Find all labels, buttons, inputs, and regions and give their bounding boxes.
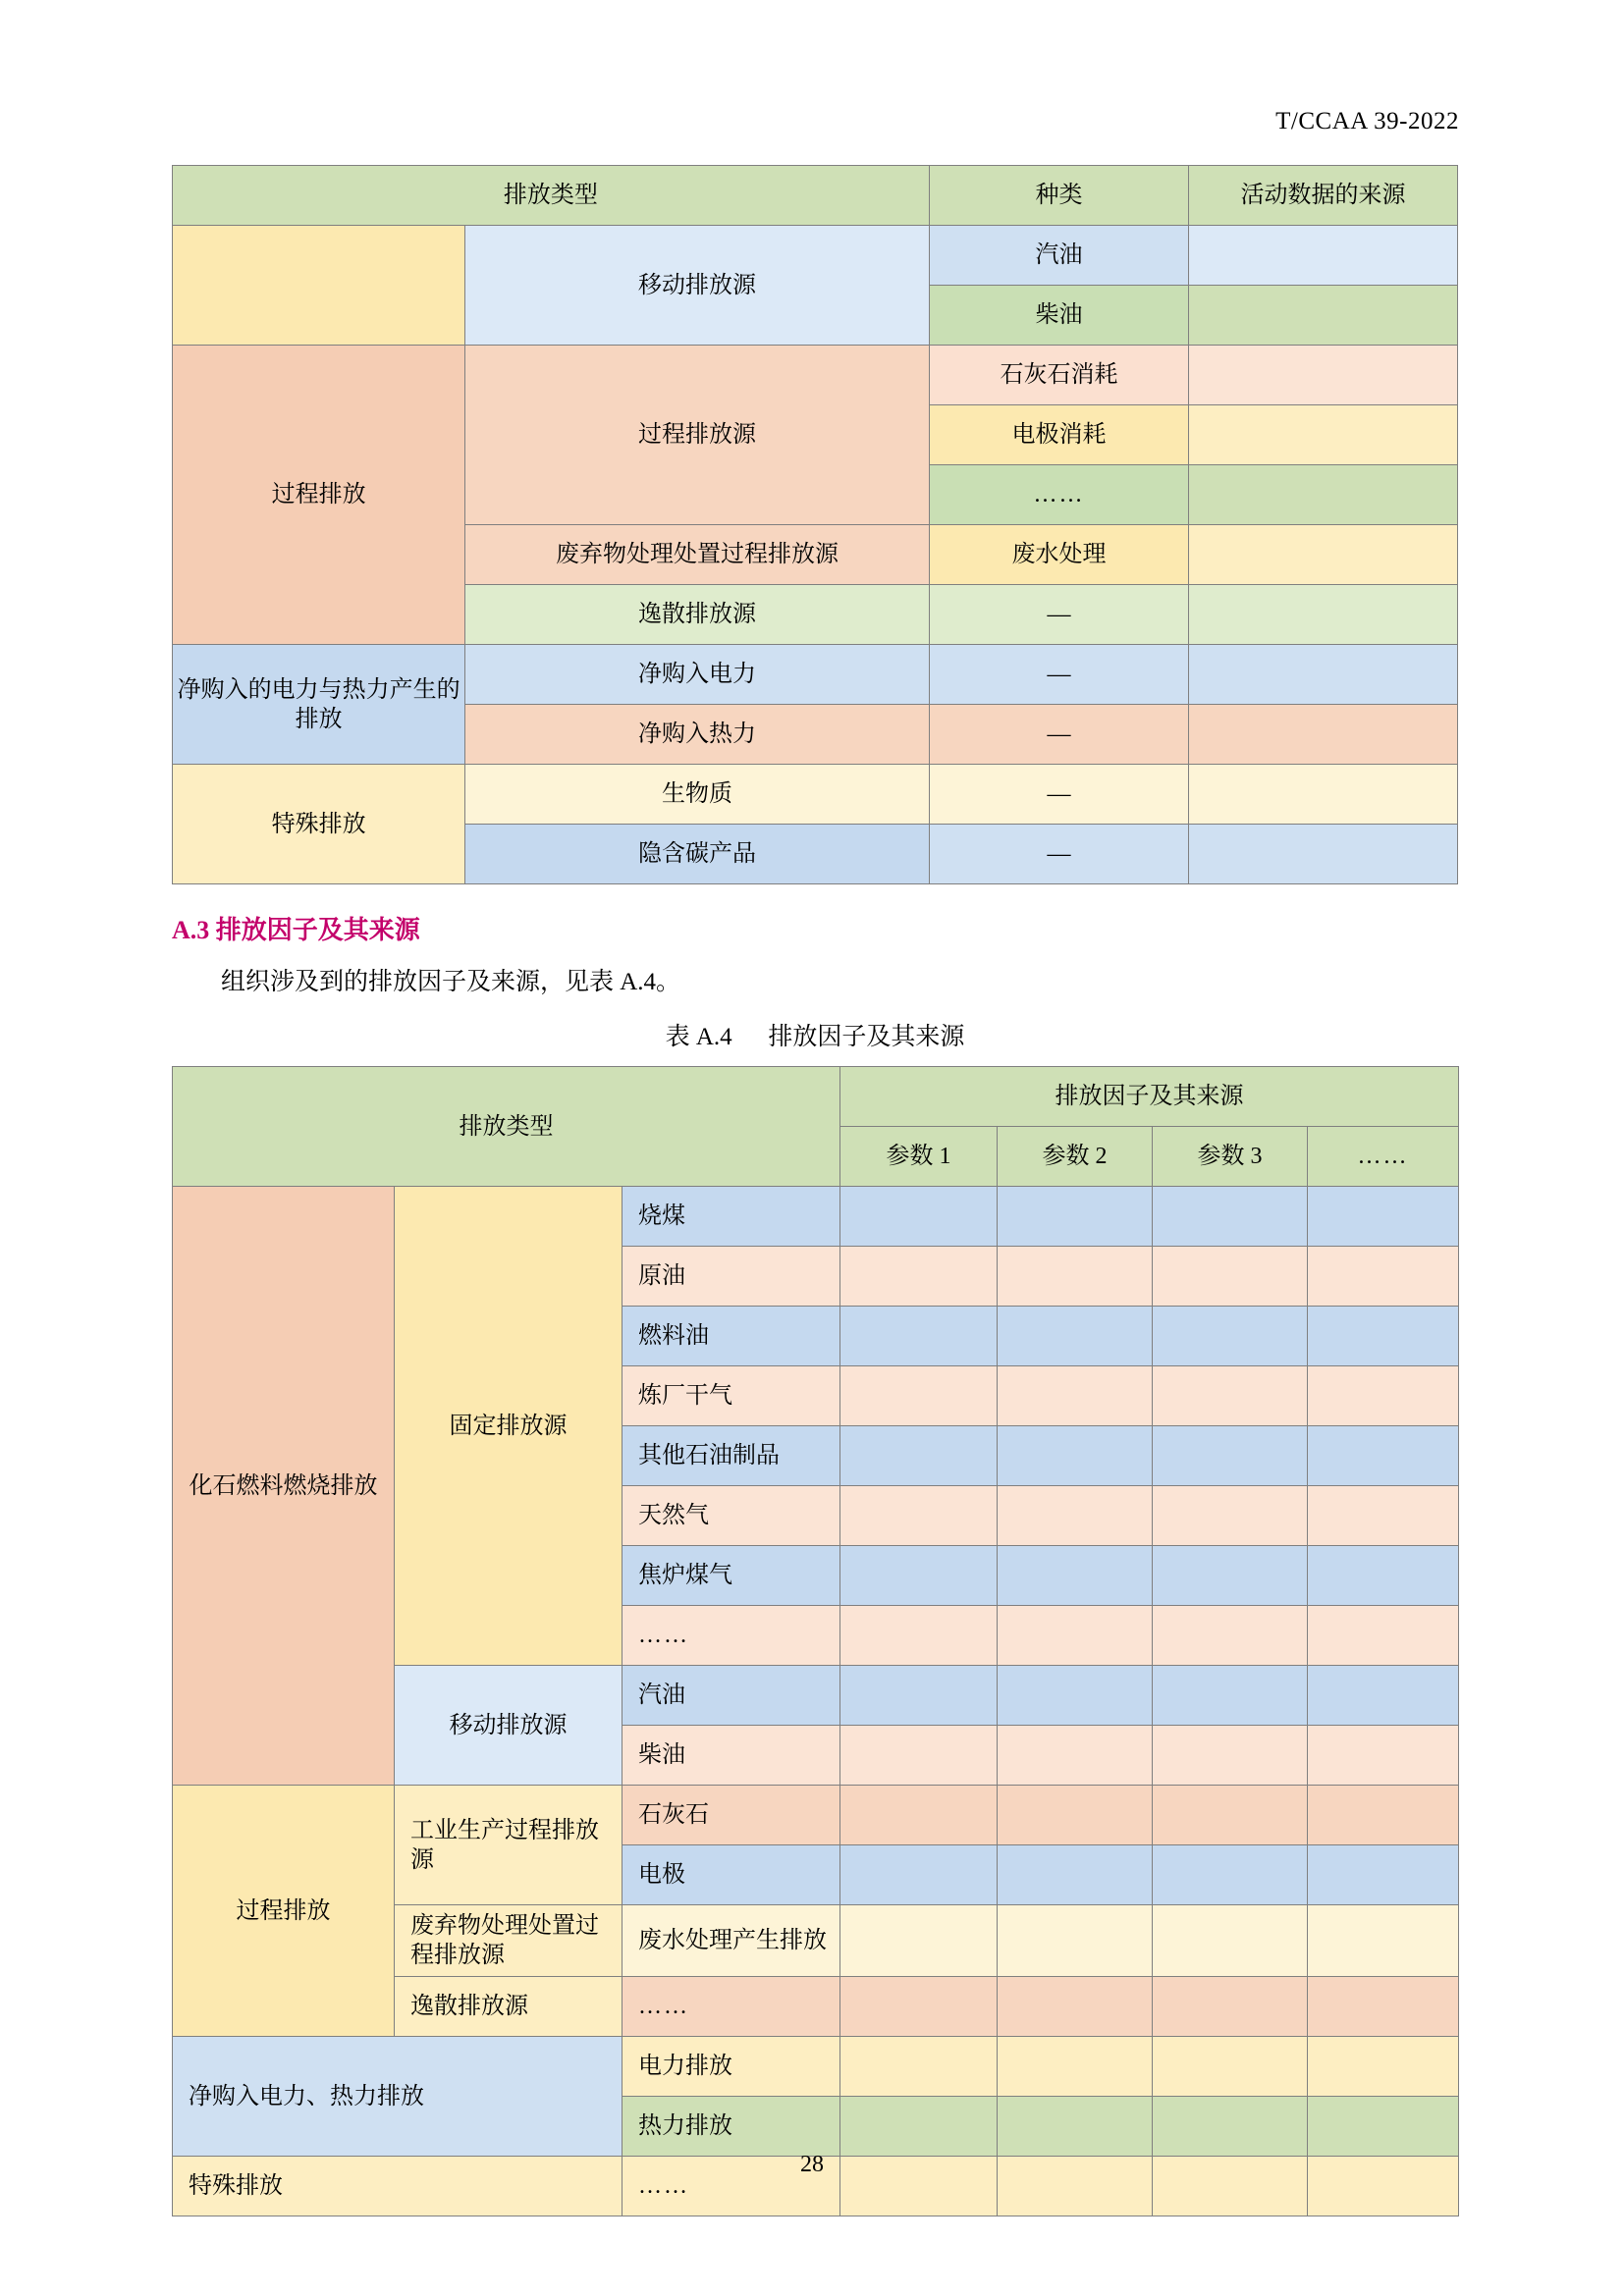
cell-param	[1308, 1606, 1459, 1666]
cell-category: 废水处理	[929, 525, 1188, 585]
table-row	[173, 1786, 1459, 1845]
item-label: 柴油	[623, 1726, 840, 1786]
header-param-2: 参数 2	[998, 1127, 1153, 1187]
table-row	[173, 1067, 1459, 1127]
group-process: 过程排放	[173, 1786, 395, 2037]
cell-data-source	[1189, 286, 1458, 346]
cell-data-source	[1189, 525, 1458, 585]
source-stationary: 固定排放源	[395, 1187, 623, 1666]
table-row	[173, 226, 1458, 286]
cell-param	[1308, 1307, 1459, 1366]
cell-category: 柴油	[929, 286, 1188, 346]
source-fugitive: 逸散排放源	[465, 585, 930, 645]
cell-param	[1308, 2097, 1459, 2157]
header-data-source: 活动数据的来源	[1189, 166, 1458, 226]
cell-param	[1308, 1366, 1459, 1426]
cell-param	[1308, 1905, 1459, 1977]
table-row	[173, 1187, 1459, 1247]
header-param-1: 参数 1	[840, 1127, 998, 1187]
header-emission-type: 排放类型	[173, 166, 930, 226]
cell-category: 汽油	[929, 226, 1188, 286]
cell-param	[840, 1366, 998, 1426]
section-heading-a3: A.3 排放因子及其来源	[172, 916, 420, 944]
cell-param	[1153, 1666, 1308, 1726]
cell-category: —	[929, 645, 1188, 705]
table-a3	[172, 165, 1458, 884]
cell-data-source	[1189, 226, 1458, 286]
item-label: 天然气	[623, 1486, 840, 1546]
item-label: 烧煤	[623, 1187, 840, 1247]
cell-data-source	[1189, 585, 1458, 645]
group-purchased: 净购入电力、热力排放	[173, 2037, 623, 2157]
group-special: 特殊排放	[173, 765, 465, 884]
cell-param	[1308, 1845, 1459, 1905]
item-label: 废水处理产生排放	[623, 1905, 840, 1977]
header-param-3: 参数 3	[1153, 1127, 1308, 1187]
cell-data-source	[1189, 825, 1458, 884]
cell-param	[998, 1786, 1153, 1845]
group-purchased: 净购入的电力与热力产生的排放	[173, 645, 465, 765]
item-label: 汽油	[623, 1666, 840, 1726]
table-a4-caption-text: 排放因子及其来源	[768, 1024, 965, 1050]
item-label: 其他石油制品	[623, 1426, 840, 1486]
cell-param	[998, 1426, 1153, 1486]
cell-data-source	[1189, 465, 1458, 525]
cell-param	[1153, 1606, 1308, 1666]
header-emission-type: 排放类型	[173, 1067, 840, 1187]
cell-param	[998, 1666, 1153, 1726]
source-mobile: 移动排放源	[395, 1666, 623, 1786]
table-row	[173, 346, 1458, 405]
cell-param	[1308, 1486, 1459, 1546]
cell-data-source	[1189, 765, 1458, 825]
table-row	[173, 166, 1458, 226]
source-process: 过程排放源	[465, 346, 930, 525]
cell-param	[1153, 1726, 1308, 1786]
source-embodied: 隐含碳产品	[465, 825, 930, 884]
cell-param	[1308, 2037, 1459, 2097]
cell-param	[1153, 2097, 1308, 2157]
cell-param	[1308, 1546, 1459, 1606]
cell-param	[998, 1726, 1153, 1786]
source-industrial: 工业生产过程排放源	[395, 1786, 623, 1905]
cell-param	[998, 1307, 1153, 1366]
cell-param	[840, 1845, 998, 1905]
cell-param	[840, 1606, 998, 1666]
cell-param	[998, 1546, 1153, 1606]
cell-param	[840, 1307, 998, 1366]
group-process: 过程排放	[173, 346, 465, 645]
cell-param	[1308, 1426, 1459, 1486]
table-a4-caption-prefix: 表 A.4	[665, 1024, 732, 1050]
table-row	[173, 2037, 1459, 2097]
source-mobile: 移动排放源	[465, 226, 930, 346]
header-category: 种类	[929, 166, 1188, 226]
page-header-standard-code: T/CCAA 39-2022	[1275, 108, 1459, 134]
cell-param	[840, 1247, 998, 1307]
group-fossil: 化石燃料燃烧排放	[173, 1187, 395, 1786]
cell-param	[998, 1606, 1153, 1666]
item-label: 电力排放	[623, 2037, 840, 2097]
group-special: 特殊排放	[173, 2157, 623, 2216]
cell-param	[1308, 1187, 1459, 1247]
source-biomass: 生物质	[465, 765, 930, 825]
page-number: 28	[800, 2152, 824, 2177]
cell-param	[840, 1786, 998, 1845]
cell-param	[840, 2037, 998, 2097]
table-row	[173, 765, 1458, 825]
cell-param	[998, 2037, 1153, 2097]
cell-param	[840, 1905, 998, 1977]
cell-param	[1153, 1187, 1308, 1247]
cell-param	[1153, 1366, 1308, 1426]
cell-param	[998, 1247, 1153, 1307]
cell-param	[1308, 1977, 1459, 2037]
cell-category: —	[929, 825, 1188, 884]
cell-param	[840, 1546, 998, 1606]
table-a4	[172, 1066, 1459, 2216]
cell-param	[1153, 1426, 1308, 1486]
cell-param	[1153, 1307, 1308, 1366]
item-label: 炼厂干气	[623, 1366, 840, 1426]
item-label: 石灰石	[623, 1786, 840, 1845]
header-factors: 排放因子及其来源	[840, 1067, 1459, 1127]
cell-category: 石灰石消耗	[929, 346, 1188, 405]
cell-param	[1308, 1786, 1459, 1845]
item-label: ……	[623, 1606, 840, 1666]
table-row	[173, 645, 1458, 705]
cell-param	[1153, 1977, 1308, 2037]
page-content	[172, 165, 1458, 2216]
cell-param	[840, 2097, 998, 2157]
item-label: 焦炉煤气	[623, 1546, 840, 1606]
cell-param	[840, 1666, 998, 1726]
source-waste: 废弃物处理处置过程排放源	[395, 1905, 623, 1977]
cell-param	[998, 2097, 1153, 2157]
cell-param	[1153, 1247, 1308, 1307]
cell-param	[998, 1845, 1153, 1905]
cell-param	[1153, 2037, 1308, 2097]
section-paragraph: 组织涉及到的排放因子及来源，见表 A.4。	[221, 969, 681, 995]
header-param-more: ……	[1308, 1127, 1459, 1187]
cell-param	[1153, 1786, 1308, 1845]
cell-param	[1308, 1247, 1459, 1307]
cell-data-source	[1189, 705, 1458, 765]
item-label: 燃料油	[623, 1307, 840, 1366]
group-blank	[173, 226, 465, 346]
cell-data-source	[1189, 346, 1458, 405]
cell-param	[840, 1187, 998, 1247]
table-a4-caption	[172, 1017, 1458, 1052]
item-label: 原油	[623, 1247, 840, 1307]
cell-param	[1153, 1546, 1308, 1606]
cell-data-source	[1189, 645, 1458, 705]
cell-param	[1153, 1905, 1308, 1977]
cell-category: —	[929, 765, 1188, 825]
cell-param	[840, 1977, 998, 2037]
cell-param	[1308, 1666, 1459, 1726]
cell-category: —	[929, 585, 1188, 645]
cell-data-source	[1189, 405, 1458, 465]
cell-param	[840, 1486, 998, 1546]
cell-param	[1153, 1486, 1308, 1546]
cell-param	[840, 1426, 998, 1486]
cell-param	[998, 1366, 1153, 1426]
cell-param	[1308, 1726, 1459, 1786]
source-waste: 废弃物处理处置过程排放源	[465, 525, 930, 585]
item-label: ……	[623, 2157, 840, 2216]
item-label: 热力排放	[623, 2097, 840, 2157]
cell-category: —	[929, 705, 1188, 765]
cell-param	[840, 1726, 998, 1786]
cell-param	[998, 1187, 1153, 1247]
item-label: ……	[623, 1977, 840, 2037]
cell-param	[998, 1905, 1153, 1977]
cell-param	[998, 1977, 1153, 2037]
cell-param	[998, 1486, 1153, 1546]
source-heat: 净购入热力	[465, 705, 930, 765]
cell-category: 电极消耗	[929, 405, 1188, 465]
cell-param	[1153, 1845, 1308, 1905]
source-fugitive: 逸散排放源	[395, 1977, 623, 2037]
item-label: 电极	[623, 1845, 840, 1905]
cell-category: ……	[929, 465, 1188, 525]
source-electricity: 净购入电力	[465, 645, 930, 705]
